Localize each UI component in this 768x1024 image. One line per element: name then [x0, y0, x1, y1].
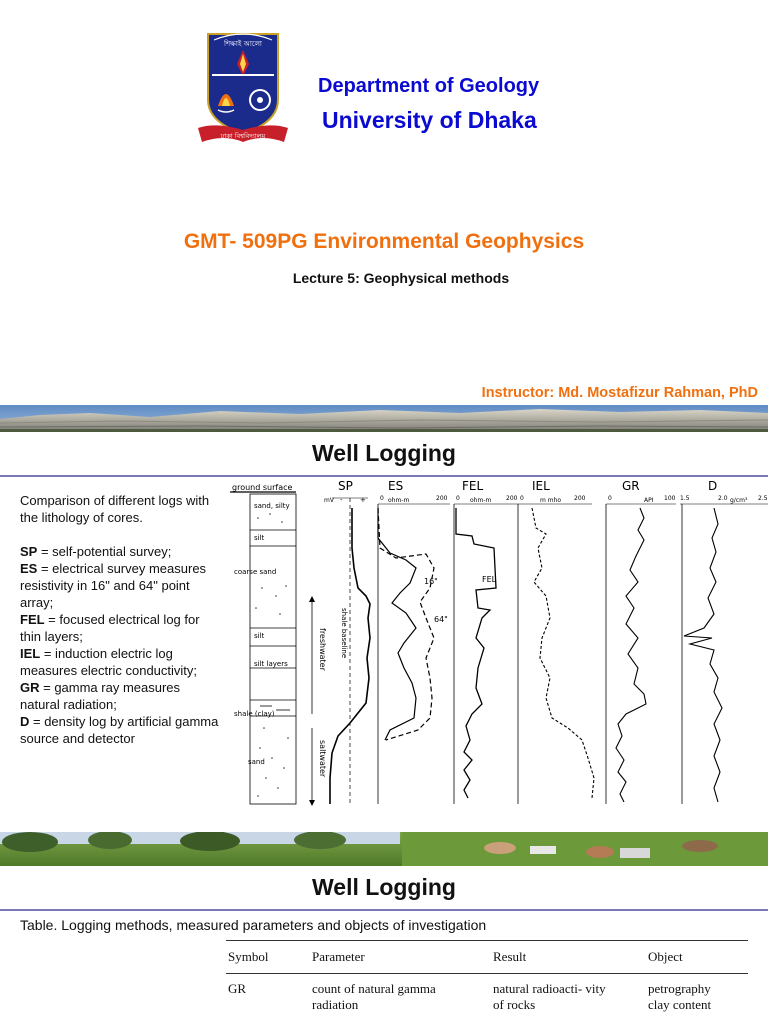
description-item-d: D = density log by artificial gamma source and detector [20, 714, 219, 746]
svg-text:0: 0 [520, 495, 524, 502]
lithology-label: sand, silty [254, 502, 290, 510]
university-name: University of Dhaka [322, 107, 537, 133]
table-cell: natural radioacti- vity of rocks [493, 981, 606, 1012]
svg-text:100: 100 [664, 495, 676, 502]
university-crest-icon [196, 30, 290, 146]
track-label-gr: GR [622, 479, 640, 493]
description-item-iel: IEL = induction electric log measures electric conductivity; [20, 646, 198, 678]
es-curve-label: 64" [434, 615, 448, 624]
instructor-name: Instructor: Md. Mostafizur Rahman, PhD [481, 385, 758, 401]
svg-text:0: 0 [608, 495, 612, 502]
well-logging-slide [0, 432, 768, 832]
description-item-es: ES = electrical survey measures resistivity in 16" and 64" point array; [20, 561, 207, 610]
svg-text:200: 200 [574, 495, 586, 502]
svg-text:-: - [340, 496, 343, 504]
svg-text:+: + [360, 496, 366, 504]
track-unit-es: ohm-m [388, 497, 410, 504]
lithology-label: silt [254, 632, 265, 640]
log-description [20, 492, 220, 747]
svg-text:0: 0 [380, 495, 384, 502]
svg-text:2.5: 2.5 [758, 495, 768, 502]
table-caption: Table. Logging methods, measured parameters and objects of investigation [20, 917, 487, 933]
track-label-d: D [708, 479, 718, 493]
track-unit-fel: ohm-m [470, 497, 492, 504]
department-name: Department of Geology [318, 75, 540, 97]
logging-methods-table [226, 940, 748, 1013]
track-unit-d: g/cm³ [730, 497, 748, 504]
field-photo-strip [0, 832, 768, 866]
ground-surface-label: ground surface [232, 483, 293, 492]
description-item-gr: GR = gamma ray measures natural radiation; [20, 680, 181, 712]
svg-text:200: 200 [506, 495, 518, 502]
well-log-figure [220, 478, 768, 810]
track-unit-sp: mV [324, 497, 334, 504]
table-cell: petrography clay content [648, 981, 712, 1012]
title-divider [0, 909, 768, 911]
slide-title: Well Logging [312, 440, 456, 466]
description-item-sp: SP = self-potential survey; [20, 544, 172, 559]
track-unit-gr: API [644, 497, 654, 504]
title-slide [0, 0, 768, 432]
table-header-row [226, 941, 748, 974]
table-cell: GR [228, 981, 247, 996]
track-label-fel: FEL [462, 479, 484, 493]
table-row [226, 974, 748, 1014]
lecture-subtitle: Lecture 5: Geophysical methods [292, 270, 510, 286]
title-divider [0, 475, 768, 477]
track-unit-iel: m mho [540, 497, 562, 504]
lithology-label: silt layers [254, 660, 288, 668]
description-intro: Comparison of different logs with the lithology of cores. [20, 493, 210, 525]
freshwater-label: freshwater [318, 628, 327, 671]
description-item-fel: FEL = focused electrical log for thin layers; [20, 612, 200, 644]
svg-text:0: 0 [456, 495, 460, 502]
logging-table-slide [0, 866, 768, 1024]
svg-text:2.0: 2.0 [718, 495, 728, 502]
shale-baseline-label: shale baseline [340, 608, 348, 659]
column-header: Object [648, 949, 683, 964]
svg-text:শিক্ষাই আলো: শিক্ষাই আলো [224, 40, 262, 48]
track-label-sp: SP [338, 479, 353, 493]
lithology-label: sand [248, 758, 265, 766]
track-label-iel: IEL [532, 479, 550, 493]
svg-text:200: 200 [436, 495, 448, 502]
lithology-label: silt [254, 534, 265, 542]
es-curve-label: 16" [424, 577, 438, 586]
fel-curve-label: FEL [482, 575, 497, 584]
slide-title: Well Logging [312, 874, 456, 900]
track-label-es: ES [388, 479, 404, 493]
column-header: Result [493, 949, 527, 964]
course-title: GMT- 509PG Environmental Geophysics [183, 230, 585, 253]
svg-text:1.5: 1.5 [680, 495, 690, 502]
lithology-label: shale (clay) [234, 710, 275, 718]
lithology-label: coarse sand [234, 568, 277, 576]
table-cell: count of natural gamma radiation [312, 981, 436, 1012]
cliff-landscape-banner [0, 405, 768, 432]
svg-text:ঢাকা বিশ্ববিদ্যালয়: ঢাকা বিশ্ববিদ্যালয় [220, 132, 266, 140]
saltwater-label: saltwater [318, 740, 327, 778]
column-header: Parameter [312, 949, 365, 964]
column-header: Symbol [228, 949, 269, 964]
